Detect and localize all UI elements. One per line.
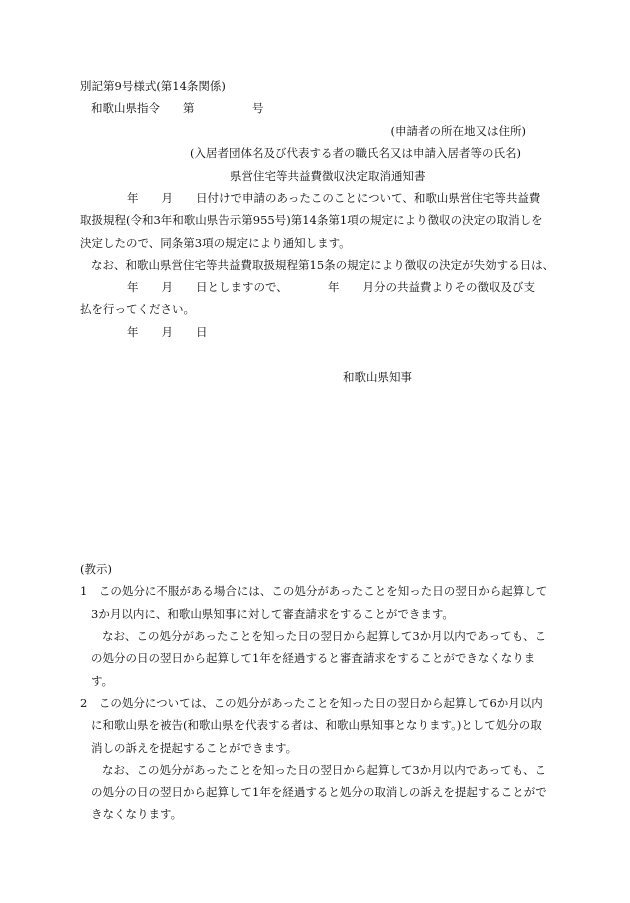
directive-number-line: 和歌山県指令 第 号 — [91, 101, 264, 115]
notice-item-2-line-4: なお、この処分があったことを知った日の翌日から起算して3か月以内であっても、こ — [102, 763, 547, 777]
form-number: 別記第9号様式(第14条関係) — [80, 79, 226, 93]
notice-heading: (教示) — [80, 562, 112, 576]
notice-item-2-line-6: きなくなります。 — [91, 807, 183, 821]
notice-item-1-line-2: 3か月以内に、和歌山県知事に対して審査請求をすることができます。 — [91, 607, 454, 621]
body-paragraph-2-line-1: なお、和歌山県営住宅等共益費取扱規程第15条の規定により徴収の決定が失効する日は、 — [91, 258, 555, 272]
notice-date-line: 年 月 日 — [127, 325, 208, 339]
notice-item-1-line-1: 1 この処分に不服がある場合には、この処分があったことを知った日の翌日から起算して — [80, 584, 548, 598]
notice-item-2-line-3: 消しの訴えを提起することができます。 — [91, 741, 298, 755]
body-paragraph-1-line-2: 取扱規程(令和3年和歌山県告示第955号)第14条第1項の規定により徴収の決定の取消しを — [80, 213, 543, 227]
notice-item-2-line-5: の処分の日の翌日から起算して1年を経過すると処分の取消しの訴えを提起することがで — [91, 785, 547, 799]
issuer-name: 和歌山県知事 — [343, 370, 412, 384]
body-paragraph-2-line-2: 年 月 日としますので、 年 月分の共益費よりその徴収及び支 — [127, 280, 536, 294]
applicant-name-line: (入居者団体名及び代表する者の職氏名又は申請入居者等の氏名) — [190, 146, 521, 160]
notice-item-1-line-5: す。 — [91, 674, 114, 688]
notice-item-2-line-1: 2 この処分については、この処分があったことを知った日の翌日から起算して6か月以内 — [80, 696, 543, 710]
body-paragraph-1-line-1: 年 月 日付けで申請のあったこのことについて、和歌山県営住宅等共益費 — [127, 191, 541, 205]
body-paragraph-1-line-3: 決定したので、同条第3項の規定により通知します。 — [80, 236, 351, 250]
body-paragraph-2-line-3: 払を行ってください。 — [80, 302, 195, 316]
notice-item-1-line-4: の処分の日の翌日から起算して1年を経過すると審査請求をすることができなくなりま — [91, 651, 536, 665]
applicant-address-line: (申請者の所在地又は住所) — [390, 124, 526, 138]
notice-item-2-line-2: に和歌山県を被告(和歌山県を代表する者は、和歌山県知事となります。)として処分の取 — [91, 718, 542, 732]
document-title: 県営住宅等共益費徴収決定取消通知書 — [230, 169, 426, 183]
notice-item-1-line-3: なお、この処分があったことを知った日の翌日から起算して3か月以内であっても、こ — [102, 629, 547, 643]
